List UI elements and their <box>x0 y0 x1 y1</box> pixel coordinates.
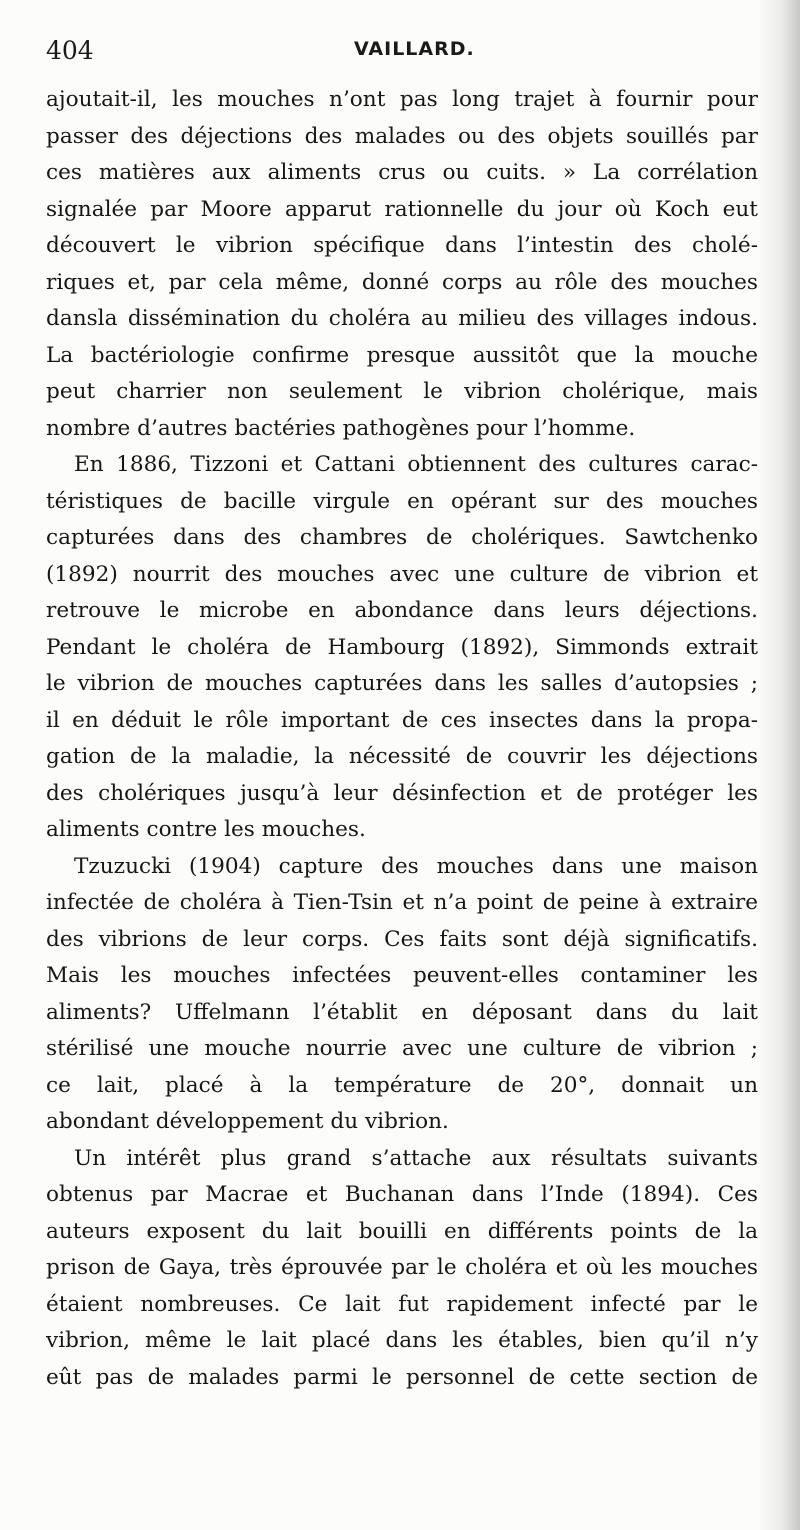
text-line: des vibrions de leur corps. Ces faits sont déjà significatifs. <box>46 926 758 952</box>
text-line: (1892) nourrit des mouches avec une culture de vibrion et <box>46 561 758 587</box>
text-line: auteurs exposent du lait bouilli en différents points de la <box>46 1218 758 1244</box>
text-line: vibrion, même le lait placé dans les étables, bien qu’il n’y <box>46 1328 758 1353</box>
text-line: étaient nombreuses. Ce lait fut rapidement infecté par le <box>46 1291 758 1317</box>
text-line: obtenus par Macrae et Buchanan dans l’Inde (1894). Ces <box>46 1182 758 1207</box>
text-line: aliments? Uffelmann l’établit en déposant dans du lait <box>46 999 758 1025</box>
page-header <box>46 36 756 70</box>
text-line: abondant développement du vibrion. <box>46 1109 449 1134</box>
text-line: Tzuzucki (1904) capture des mouches dans une maison <box>74 853 758 879</box>
text-line: infectée de choléra à Tien-Tsin et n’a point de peine à extraire <box>46 890 758 915</box>
text-line: La bactériologie confirme presque aussitôt que la mouche <box>46 342 758 368</box>
text-line: il en déduit le rôle important de ces insectes dans la propa- <box>46 707 758 733</box>
running-head: VAILLARD. <box>354 38 475 60</box>
text-line: signalée par Moore apparut rationnelle du jour où Koch eut <box>46 196 758 222</box>
text-line: En 1886, Tizzoni et Cattani obtiennent des cultures carac- <box>74 452 758 477</box>
text-line: ce lait, placé à la température de 20°, donnait un <box>46 1072 758 1098</box>
text-line: ces matières aux aliments crus ou cuits. » La corrélation <box>46 160 758 185</box>
text-line: Un intérêt plus grand s’attache aux résultats suivants <box>74 1145 758 1171</box>
text-line: nombre d’autres bactéries pathogènes pour l’homme. <box>46 415 636 441</box>
text-line: ajoutait-il, les mouches n’ont pas long trajet à fournir pour <box>46 87 758 112</box>
text-line: gation de la maladie, la nécessité de couvrir les déjections <box>46 744 758 769</box>
text-line: dansla dissémination du choléra au milieu des villages indous. <box>46 306 758 331</box>
body-text <box>46 82 758 1396</box>
text-line: des cholériques jusqu’à leur désinfection et de protéger les <box>46 780 758 806</box>
text-line: riques et, par cela même, donné corps au rôle des mouches <box>46 269 758 295</box>
text-line: prison de Gaya, très éprouvée par le choléra et où les mouches <box>46 1255 758 1280</box>
text-line: stérilisé une mouche nourrie avec une culture de vibrion ; <box>46 1036 758 1061</box>
text-line: téristiques de bacille virgule en opérant sur des mouches <box>46 488 758 514</box>
text-line: passer des déjections des malades ou des objets souillés par <box>46 123 758 149</box>
page-number: 404 <box>46 36 94 65</box>
text-line: capturées dans des chambres de cholériques. Sawtchenko <box>46 525 758 550</box>
text-line: Mais les mouches infectées peuvent-elles contaminer les <box>46 963 758 988</box>
text-line: le vibrion de mouches capturées dans les salles d’autopsies ; <box>46 671 758 696</box>
text-line: découvert le vibrion spécifique dans l’intestin des cholé- <box>46 233 758 258</box>
page-edge-shadow <box>758 0 800 1530</box>
text-line: aliments contre les mouches. <box>46 817 366 842</box>
text-line: Pendant le choléra de Hambourg (1892), Simmonds extrait <box>46 634 758 660</box>
text-line: eût pas de malades parmi le personnel de cette section de <box>46 1364 758 1390</box>
text-line: peut charrier non seulement le vibrion cholérique, mais <box>46 379 758 404</box>
text-line: retrouve le microbe en abondance dans leurs déjections. <box>46 598 758 623</box>
